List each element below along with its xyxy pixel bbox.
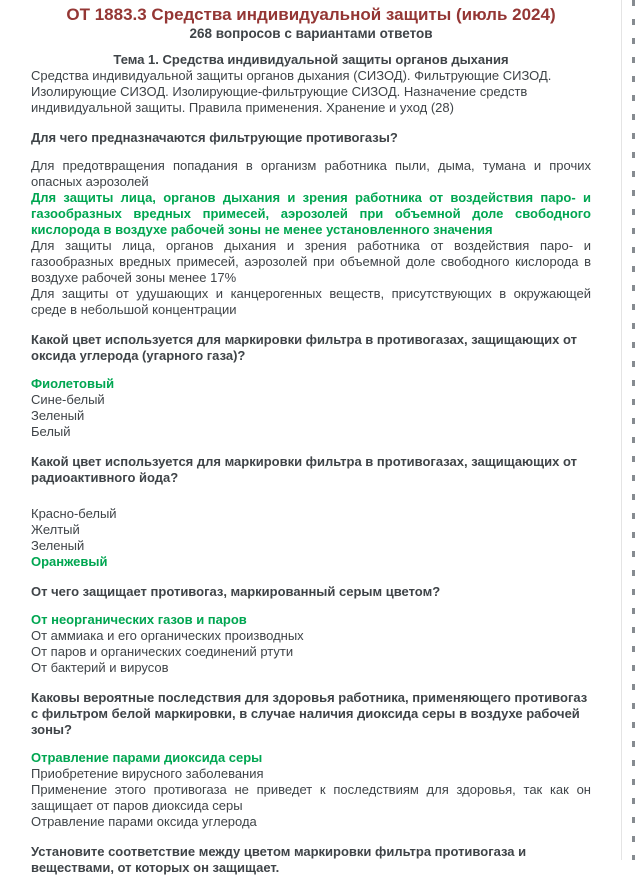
document-subtitle: 268 вопросов с вариантами ответов [189, 26, 433, 41]
answers-list [31, 750, 591, 830]
answer-option: От бактерий и вирусов [31, 660, 169, 675]
answer-option: Для защиты лица, органов дыхания и зрения работника от воздействия паро- и газообразных вредных примесей, аэрозолей при объемной доле свободного кислорода в воздухе рабочей зоны менее 17% [31, 238, 591, 285]
answer-option: От паров и органических соединений ртути [31, 644, 294, 659]
question-text: Какой цвет используется для маркировки фильтра в противогазах, защищающих от оксида углерода (угарного газа)? [31, 332, 577, 363]
answer-option: Отравление парами диоксида серы [31, 750, 263, 765]
answers-list [31, 506, 591, 570]
answer-option: Оранжевый [31, 554, 108, 569]
question-text: Для чего предназначаются фильтрующие противогазы? [31, 130, 398, 145]
answer-option: Для предотвращения попадания в организм работника пыли, дыма, тумана и прочих опасных аэрозолей [31, 158, 591, 189]
document-title: ОТ 1883.3 Средства индивидуальной защиты (июль 2024) [66, 5, 556, 24]
topic-heading: Тема 1. Средства индивидуальной защиты органов дыхания [113, 52, 509, 67]
answer-option: Сине-белый [31, 392, 105, 407]
answer-option: Красно-белый [31, 506, 117, 521]
answers-list [31, 612, 591, 676]
question-text: Каковы вероятные последствия для здоровья работника, применяющего противогаз с фильтром белой маркировки, в случае наличия диоксида серы в воздухе рабочей зоны? [31, 690, 588, 737]
question-text: Установите соответствие между цветом маркировки фильтра противогаза и веществами, от которых он защищает. [31, 844, 527, 875]
answer-option: Для защиты лица, органов дыхания и зрения работника от воздействия паро- и газообразных вредных примесей, аэрозолей при объемной доле свободного кислорода в воздухе рабочей зоны не менее установленного значения [31, 190, 591, 237]
question-text: От чего защищает противогаз, маркированный серым цветом? [31, 584, 441, 599]
answer-option: Белый [31, 424, 71, 439]
answers-list [31, 158, 591, 318]
answers-list [31, 376, 591, 440]
answer-option: Приобретение вирусного заболевания [31, 766, 264, 781]
answer-option: От аммиака и его органических производных [31, 628, 304, 643]
answer-option: Зеленый [31, 538, 85, 553]
topic-description: Средства индивидуальной защиты органов дыхания (СИЗОД). Фильтрующие СИЗОД. Изолирующие СИЗОД. Изолирующие-фильтрующие СИЗОД. Назначение средств индивидуальной защиты. Правила применения. Хранение и уход (28) [31, 68, 552, 115]
answer-option: Отравление парами оксида углерода [31, 814, 257, 829]
answer-option: Зеленый [31, 408, 85, 423]
answer-option: Фиолетовый [31, 376, 115, 391]
answer-option: От неорганических газов и паров [31, 612, 247, 627]
answer-option: Для защиты от удушающих и канцерогенных веществ, присутствующих в окружающей среде в небольшой концентрации [31, 286, 591, 317]
answer-option: Желтый [31, 522, 80, 537]
answer-option: Применение этого противогаза не приведет к последствиям для здоровья, так как он защищает от паров диоксида серы [31, 782, 591, 813]
question-text: Какой цвет используется для маркировки фильтра в противогазах, защищающих от радиоактивного йода? [31, 454, 577, 485]
